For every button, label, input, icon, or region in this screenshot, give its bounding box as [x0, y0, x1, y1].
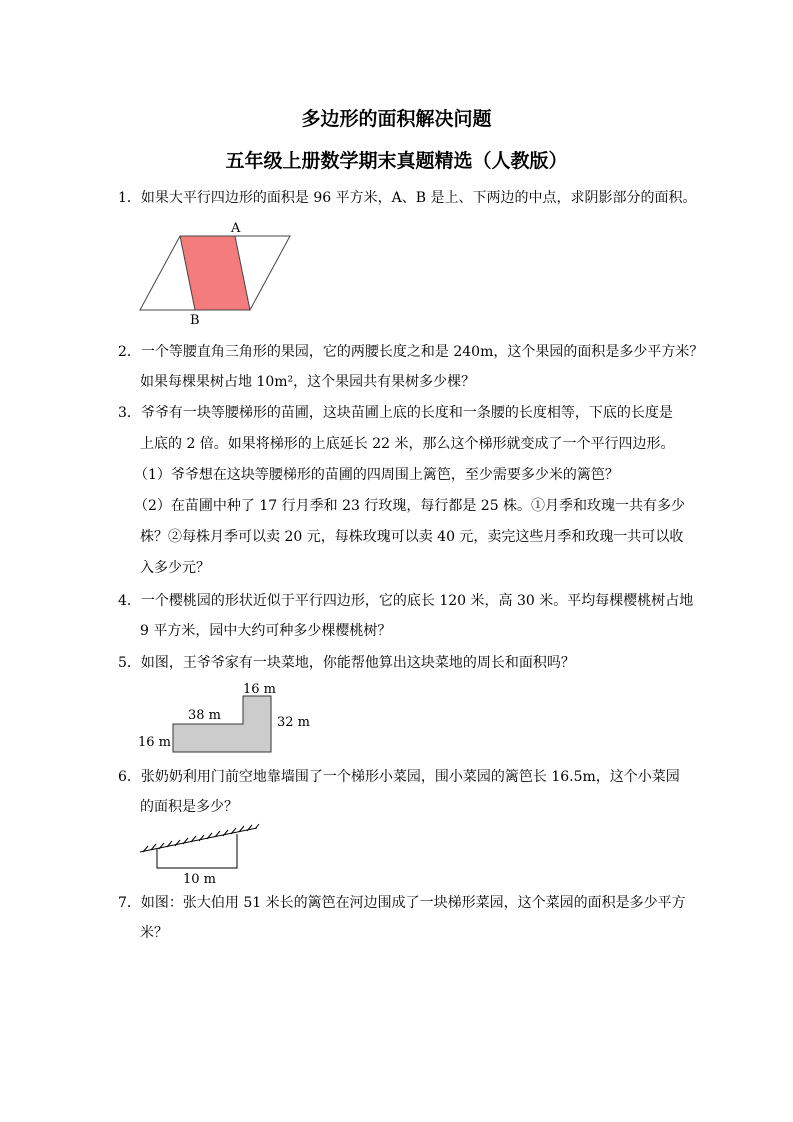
question-1-text: 1．如果大平行四边形的面积是 96 平方米，A、B 是上、下两边的中点，求阴影部分的面积。 — [118, 190, 697, 206]
label-b: B — [190, 313, 200, 328]
label-a: A — [231, 221, 241, 236]
wall-hatching — [143, 824, 259, 852]
question-5-text: 5．如图，王爷爷家有一块菜地，你能帮他算出这块菜地的周长和面积吗？ — [118, 655, 575, 671]
question-4-text: 4．一个樱桃园的形状近似于平行四边形，它的底长 120 米，高 30 米。平均每棵樱桃树占地 — [118, 593, 694, 609]
question-3-part-1: （1）爷爷想在这块等腰梯形的苗圃的四周围上篱笆，至少需要多少米的篱笆？ — [134, 467, 619, 483]
shaded-region — [180, 236, 250, 310]
document-title: 多边形的面积解决问题 — [301, 108, 492, 130]
question-3-part-2: （2）在苗圃中种了 17 行月季和 23 行玫瑰，每行都是 25 株。①月季和玫瑰一共有多少 — [134, 498, 686, 514]
question-3-part-2-end: 入多少元？ — [140, 560, 210, 576]
question-6-text: 6．张奶奶利用门前空地靠墙围了一个梯形小菜园，围小菜园的篱笆长 16.5m，这个小菜园 — [118, 769, 680, 785]
trapezoid-wall-figure — [135, 822, 265, 888]
l-shape-region — [173, 696, 271, 752]
parallelogram-figure — [135, 218, 300, 330]
l-shape-figure — [135, 680, 320, 760]
fence-outline — [157, 834, 237, 868]
question-3-text: 3．爷爷有一块等腰梯形的苗圃，这块苗圃上底的长度和一条腰的长度相等，下底的长度是 — [118, 405, 673, 421]
question-7-text: 7．如图：张大伯用 51 米长的篱笆在河边围成了一块梯形菜园，这个菜园的面积是多少平方 — [118, 895, 686, 911]
question-2-text-cont: 如果每棵果树占地 10m²，这个果园共有果树多少棵？ — [140, 374, 476, 390]
label-left-16m: 16 m — [138, 735, 172, 750]
document-subtitle: 五年级上册数学期末真题精选（人教版） — [225, 150, 568, 172]
question-2-text: 2．一个等腰直角三角形的果园，它的两腰长度之和是 240m，这个果园的面积是多少平方米？ — [118, 344, 704, 360]
question-6-text-cont: 的面积是多少？ — [140, 799, 238, 815]
question-7-text-cont: 米？ — [140, 925, 168, 941]
question-3-text-cont: 上底的 2 倍。如果将梯形的上底延长 22 米，那么这个梯形就变成了一个平行四边形。 — [140, 436, 675, 452]
label-32m: 32 m — [277, 715, 311, 730]
question-3-part-2-cont: 株？②每株月季可以卖 20 元，每株玫瑰可以卖 40 元，卖完这些月季和玫瑰一共可以收 — [140, 529, 684, 545]
question-4-text-cont: 9 平方米，园中大约可种多少棵樱桃树？ — [140, 623, 392, 639]
label-top-16m: 16 m — [243, 682, 277, 697]
label-38m: 38 m — [188, 708, 222, 723]
label-10m: 10 m — [183, 872, 217, 887]
